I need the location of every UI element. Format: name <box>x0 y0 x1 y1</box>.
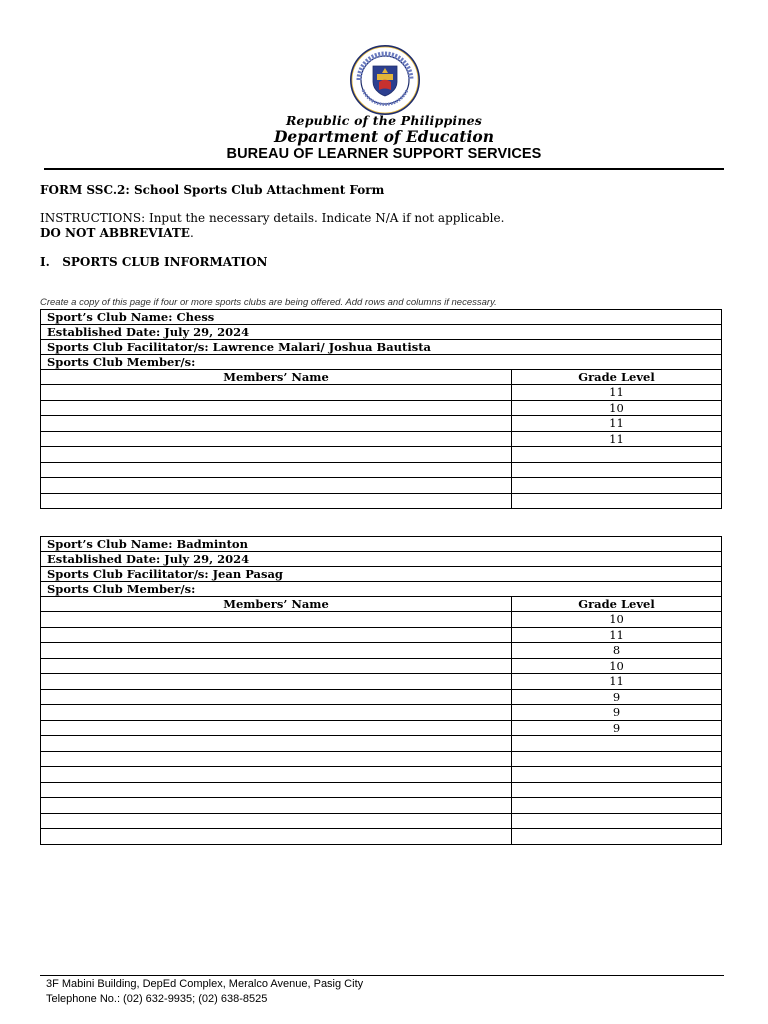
member-row <box>41 705 722 721</box>
member-name-cell[interactable] <box>41 478 512 494</box>
member-name-cell[interactable] <box>41 736 512 752</box>
member-name-cell[interactable] <box>41 689 512 705</box>
footer-divider <box>40 975 724 976</box>
copy-note: Create a copy of this page if four or more sports clubs are being offered. Add rows and columns if necessary. <box>40 297 497 308</box>
grade-level-cell[interactable]: 10 <box>512 612 722 628</box>
grade-level-cell[interactable] <box>512 478 722 494</box>
member-row <box>41 658 722 674</box>
members-name-header: Members’ Name <box>41 597 512 612</box>
member-name-cell[interactable] <box>41 751 512 767</box>
grade-level-cell[interactable]: 8 <box>512 643 722 659</box>
club-name-field[interactable]: Sport’s Club Name: Chess <box>41 310 722 325</box>
grade-level-cell[interactable]: 10 <box>512 658 722 674</box>
established-date-field[interactable]: Established Date: July 29, 2024 <box>41 325 722 340</box>
member-row <box>41 643 722 659</box>
grade-level-cell[interactable] <box>512 447 722 463</box>
member-name-cell[interactable] <box>41 416 512 432</box>
grade-level-cell[interactable]: 11 <box>512 627 722 643</box>
member-name-cell[interactable] <box>41 462 512 478</box>
do-not-abbreviate-text: DO NOT ABBREVIATE <box>40 226 190 240</box>
member-row <box>41 720 722 736</box>
member-row <box>41 431 722 447</box>
form-title: FORM SSC.2: School Sports Club Attachment Form <box>40 183 385 197</box>
member-name-cell[interactable] <box>41 829 512 845</box>
grade-level-cell[interactable] <box>512 736 722 752</box>
grade-level-cell[interactable]: 11 <box>512 674 722 690</box>
member-row <box>41 829 722 845</box>
department-heading: Department of Education <box>273 127 495 146</box>
member-name-cell[interactable] <box>41 431 512 447</box>
member-name-cell[interactable] <box>41 720 512 736</box>
member-row <box>41 689 722 705</box>
member-row <box>41 447 722 463</box>
member-name-cell[interactable] <box>41 782 512 798</box>
member-name-cell[interactable] <box>41 612 512 628</box>
member-row <box>41 736 722 752</box>
facilitator-field[interactable]: Sports Club Facilitator/s: Jean Pasag <box>41 567 722 582</box>
footer-telephone: Telephone No.: (02) 632-9935; (02) 638-8525 <box>46 993 268 1005</box>
member-name-cell[interactable] <box>41 813 512 829</box>
grade-level-cell[interactable]: 9 <box>512 689 722 705</box>
grade-level-header: Grade Level <box>512 370 722 385</box>
grade-level-cell[interactable] <box>512 767 722 783</box>
grade-level-cell[interactable]: 11 <box>512 416 722 432</box>
members-label: Sports Club Member/s: <box>41 355 722 370</box>
member-name-cell[interactable] <box>41 798 512 814</box>
section-number: I. <box>40 255 50 269</box>
grade-level-cell[interactable]: 9 <box>512 720 722 736</box>
member-name-cell[interactable] <box>41 400 512 416</box>
grade-level-header: Grade Level <box>512 597 722 612</box>
member-row <box>41 493 722 509</box>
grade-level-cell[interactable]: 11 <box>512 431 722 447</box>
member-row <box>41 751 722 767</box>
member-name-cell[interactable] <box>41 658 512 674</box>
deped-seal-logo <box>349 44 421 116</box>
section-heading <box>40 255 267 269</box>
member-name-cell[interactable] <box>41 493 512 509</box>
members-label: Sports Club Member/s: <box>41 582 722 597</box>
member-name-cell[interactable] <box>41 674 512 690</box>
footer-address: 3F Mabini Building, DepEd Complex, Meralco Avenue, Pasig City <box>46 978 364 990</box>
header-divider <box>44 168 724 170</box>
facilitator-field[interactable]: Sports Club Facilitator/s: Lawrence Malari/ Joshua Bautista <box>41 340 722 355</box>
grade-level-cell[interactable] <box>512 798 722 814</box>
member-name-cell[interactable] <box>41 627 512 643</box>
established-date-field[interactable]: Established Date: July 29, 2024 <box>41 552 722 567</box>
republic-heading: Republic of the Philippines <box>285 113 483 128</box>
member-row <box>41 612 722 628</box>
section-title: SPORTS CLUB INFORMATION <box>62 255 268 269</box>
instructions-text: INSTRUCTIONS: Input the necessary details. Indicate N/A if not applicable. <box>40 211 505 225</box>
club-name-field[interactable]: Sport’s Club Name: Badminton <box>41 537 722 552</box>
member-row <box>41 798 722 814</box>
instructions-emphasis <box>40 226 194 240</box>
member-name-cell[interactable] <box>41 767 512 783</box>
member-name-cell[interactable] <box>41 643 512 659</box>
grade-level-cell[interactable] <box>512 493 722 509</box>
member-name-cell[interactable] <box>41 385 512 401</box>
member-row <box>41 767 722 783</box>
member-row <box>41 400 722 416</box>
grade-level-cell[interactable] <box>512 751 722 767</box>
grade-level-cell[interactable] <box>512 462 722 478</box>
footer <box>46 977 363 1007</box>
member-row <box>41 478 722 494</box>
grade-level-cell[interactable]: 11 <box>512 385 722 401</box>
members-name-header: Members’ Name <box>41 370 512 385</box>
member-row <box>41 782 722 798</box>
member-row <box>41 462 722 478</box>
member-row <box>41 627 722 643</box>
grade-level-cell[interactable]: 9 <box>512 705 722 721</box>
member-row <box>41 416 722 432</box>
club-table-chess <box>40 309 722 509</box>
member-row <box>41 674 722 690</box>
member-row <box>41 813 722 829</box>
grade-level-cell[interactable]: 10 <box>512 400 722 416</box>
member-name-cell[interactable] <box>41 447 512 463</box>
grade-level-cell[interactable] <box>512 813 722 829</box>
member-name-cell[interactable] <box>41 705 512 721</box>
grade-level-cell[interactable] <box>512 829 722 845</box>
bureau-heading: BUREAU OF LEARNER SUPPORT SERVICES <box>226 146 542 162</box>
club-table-badminton <box>40 536 722 845</box>
grade-level-cell[interactable] <box>512 782 722 798</box>
instructions-period: . <box>189 226 194 240</box>
member-row <box>41 385 722 401</box>
